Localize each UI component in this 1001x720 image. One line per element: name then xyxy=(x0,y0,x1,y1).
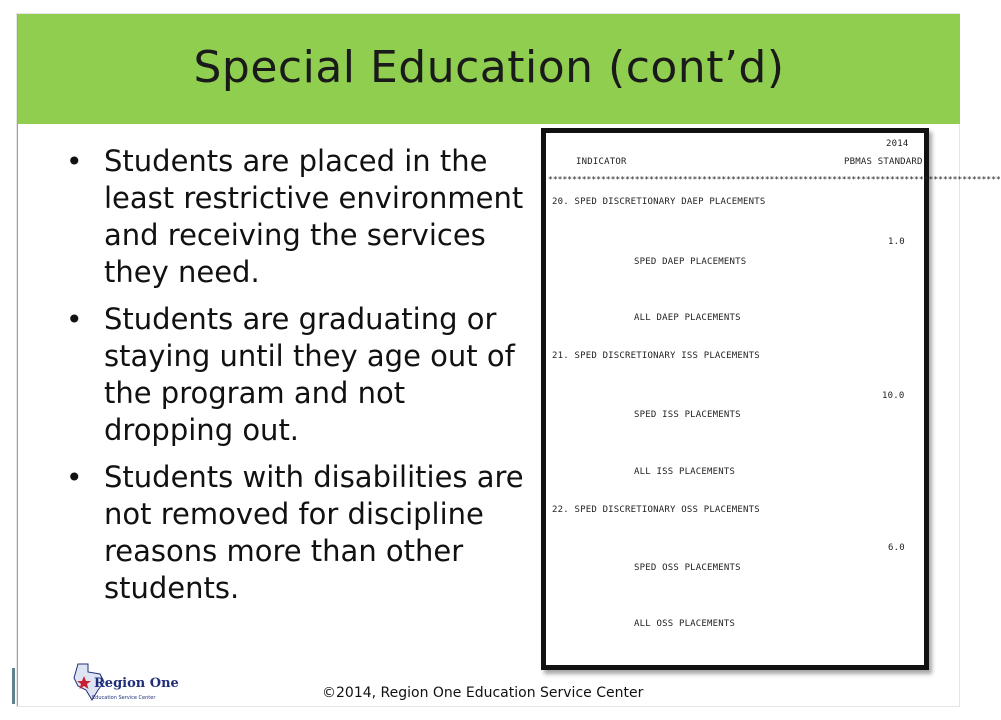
bullet-item xyxy=(58,459,528,607)
bullet-dot-icon: • xyxy=(66,461,83,494)
logo-subtitle: Education Service Center xyxy=(92,695,156,701)
bullet-text: Students are placed in the least restrictive environment and receiving the services they need. xyxy=(104,144,524,289)
report-denominator: ALL OSS PLACEMENTS xyxy=(634,619,736,629)
report-indicator: 22. SPED DISCRETIONARY OSS PLACEMENTS xyxy=(552,505,760,515)
report-header-standard: PBMAS STANDARD xyxy=(844,157,923,167)
report-standard: 6.0 xyxy=(888,543,905,553)
report-denominator: ALL ISS PLACEMENTS xyxy=(634,467,736,477)
left-accent-mark xyxy=(12,668,15,704)
title-bar xyxy=(18,14,960,124)
report-denominator: ALL DAEP PLACEMENTS xyxy=(634,313,741,323)
bullet-item xyxy=(58,143,528,291)
report-standard: 10.0 xyxy=(882,391,905,401)
report-year: 2014 xyxy=(886,139,909,149)
report-numerator: SPED DAEP PLACEMENTS xyxy=(634,257,747,267)
bullet-dot-icon: • xyxy=(66,145,83,178)
slide-title: Special Education (cont’d) xyxy=(193,42,785,93)
footer-copyright: ©2014, Region One Education Service Center xyxy=(322,685,644,701)
bullet-list xyxy=(58,143,528,617)
region-one-logo xyxy=(70,660,179,708)
bullet-item xyxy=(58,301,528,449)
logo-name: Region One xyxy=(94,676,179,691)
report-indicator: 21. SPED DISCRETIONARY ISS PLACEMENTS xyxy=(552,351,760,361)
report-numerator: SPED OSS PLACEMENTS xyxy=(634,563,741,573)
bullet-dot-icon: • xyxy=(66,303,83,336)
bullet-text: Students with disabilities are not removed for discipline reasons more than other students. xyxy=(104,460,524,605)
pbmas-report-image xyxy=(541,128,1001,670)
report-indicator: 20. SPED DISCRETIONARY DAEP PLACEMENTS xyxy=(552,197,766,207)
report-separator: ********************************************************************************************** xyxy=(548,175,1001,184)
bullet-text: Students are graduating or staying until they age out of the program and not dropping out. xyxy=(104,302,515,447)
report-header-indicator: INDICATOR xyxy=(576,157,627,167)
report-numerator: SPED ISS PLACEMENTS xyxy=(634,410,741,420)
report-standard: 1.0 xyxy=(888,237,905,247)
